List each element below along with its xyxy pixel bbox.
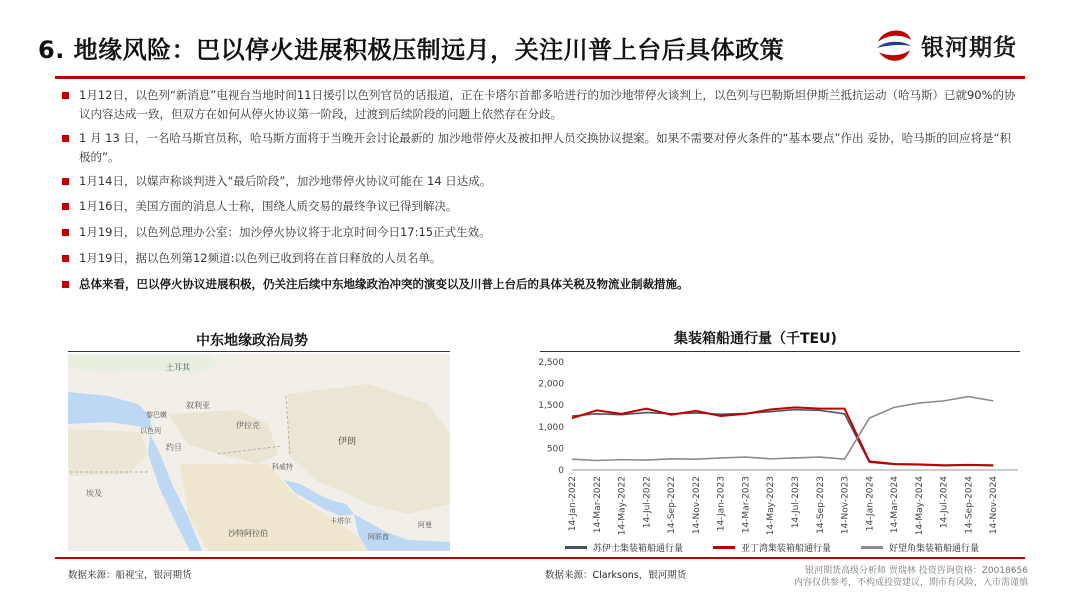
map-label-qatar: 卡塔尔 bbox=[330, 517, 351, 525]
bullet-text: 1月14日，以媒声称谈判进入“最后阶段”，加沙地带停火协议可能在 14 日达成。 bbox=[79, 174, 492, 188]
bullet-marker-icon bbox=[62, 281, 69, 288]
bullet-list bbox=[62, 86, 1022, 294]
chart-legend bbox=[565, 541, 1009, 554]
map-label-uae: 阿联酋 bbox=[368, 533, 389, 541]
bullet-text: 1月19日，据以色列第12频道:以色列已收到将在首日释放的人员名单。 bbox=[79, 251, 442, 265]
container-traffic-chart bbox=[520, 350, 1025, 540]
map-label-kuwait: 科威特 bbox=[272, 463, 293, 471]
legend-label: 好望角集装箱船通行量 bbox=[889, 544, 980, 554]
x-tick-label: 14-May-2022 bbox=[617, 476, 628, 536]
legend-swatch-suez bbox=[565, 546, 587, 549]
bullet-marker-icon bbox=[62, 255, 69, 262]
galaxy-logo-icon bbox=[873, 24, 915, 66]
x-tick-label: 14-Sep-2023 bbox=[815, 476, 826, 534]
bullet-item bbox=[62, 86, 1022, 124]
map-label-jordan: 约旦 bbox=[166, 443, 182, 452]
bullet-marker-icon bbox=[62, 203, 69, 210]
map-label-iraq: 伊拉克 bbox=[236, 421, 260, 430]
x-tick-label: 14-Mar-2024 bbox=[890, 476, 901, 534]
map-label-egypt: 埃及 bbox=[86, 489, 102, 498]
footer-divider bbox=[55, 557, 1025, 559]
bullet-text: 1月16日，美国方面的消息人士称，围绕人质交易的最终争议已得到解决。 bbox=[79, 199, 458, 213]
x-tick-label: 14-Mar-2023 bbox=[741, 476, 752, 534]
x-tick-label: 14-Jan-2022 bbox=[568, 476, 578, 532]
map-title: 中东地缘政治局势 bbox=[196, 333, 308, 349]
disclaimer bbox=[794, 565, 1028, 589]
map-label-oman: 阿曼 bbox=[418, 521, 432, 529]
disclaimer-line: 银河期货高级分析师 贾瑞林 投资咨询资格：Z0018656 bbox=[805, 566, 1028, 576]
map-title-rule bbox=[68, 351, 450, 352]
map-label-iran: 伊朗 bbox=[338, 437, 357, 447]
series-line-1 bbox=[572, 410, 993, 466]
title-divider bbox=[55, 76, 1025, 79]
y-tick-label: 2,000 bbox=[538, 379, 564, 390]
disclaimer-line: 内容仅供参考，不构成投资建议，期市有风险，入市需谨慎 bbox=[793, 578, 1028, 588]
x-tick-label: 14-Mar-2022 bbox=[592, 476, 603, 534]
x-tick-label: 14-May-2024 bbox=[914, 476, 925, 536]
y-tick-label: 500 bbox=[546, 444, 564, 455]
series-line-3 bbox=[572, 397, 993, 461]
brand-logo bbox=[873, 24, 1017, 66]
x-tick-label: 14-Nov-2024 bbox=[989, 476, 1000, 535]
legend-swatch-cape bbox=[861, 546, 883, 549]
map-label-israel: 以色列 bbox=[140, 427, 161, 435]
x-tick-label: 14-Sep-2022 bbox=[667, 476, 678, 534]
x-tick-label: 14-Nov-2023 bbox=[840, 476, 851, 535]
x-tick-label: 14-Nov-2022 bbox=[691, 476, 702, 535]
bullet-item bbox=[62, 172, 1022, 191]
x-tick-label: 14-Jul-2024 bbox=[939, 476, 950, 529]
brand-name: 银河期货 bbox=[921, 34, 1017, 61]
bullet-text: 1月12日，以色列“新消息”电视台当地时间11日援引以色列官员的话报道，正在卡塔尔首都多哈进行的加沙地带停火谈判上，以色列与巴勒斯坦伊斯兰抵抗运动（哈马斯）已就90%的协议内容达成一致，但双方在如何从停火协议第一阶段，过渡到后续阶段的问题上依然存在分歧。 bbox=[79, 88, 1016, 121]
x-tick-label: 14-Jul-2023 bbox=[791, 476, 801, 529]
bullet-item-summary bbox=[62, 275, 1022, 294]
bullet-text: 1月19日，以色列总理办公室：加沙停火协议将于北京时间今日17:15正式生效。 bbox=[79, 225, 491, 239]
middle-east-map bbox=[68, 354, 450, 551]
y-tick-label: 2,500 bbox=[538, 358, 564, 368]
map-label-saudi: 沙特阿拉伯 bbox=[228, 529, 268, 538]
bullet-marker-icon bbox=[62, 229, 69, 236]
bullet-item bbox=[62, 223, 1022, 242]
page-title: 6. 地缘风险：巴以停火进展积极压制远月，关注川普上台后具体政策 bbox=[38, 36, 785, 64]
bullet-item bbox=[62, 249, 1022, 268]
y-tick-label: 0 bbox=[558, 466, 564, 476]
x-tick-label: 14-Sep-2024 bbox=[964, 476, 975, 534]
y-tick-label: 1,000 bbox=[538, 422, 564, 433]
legend-item bbox=[565, 541, 683, 554]
legend-item bbox=[713, 541, 831, 554]
bullet-item bbox=[62, 197, 1022, 216]
bullet-marker-icon bbox=[62, 135, 69, 142]
bullet-marker-icon bbox=[62, 178, 69, 185]
bullet-text: 总体来看，巴以停火协议进展积极，仍关注后续中东地缘政治冲突的演变以及川普上台后的具体关税及物流业制裁措施。 bbox=[79, 277, 689, 291]
chart-source: 数据来源：Clarksons，银河期货 bbox=[545, 570, 687, 581]
y-tick-label: 1,500 bbox=[538, 401, 564, 412]
bullet-text: 1 月 13 日，一名哈马斯官员称，哈马斯方面将于当晚开会讨论最新的 加沙地带停火及被扣押人员交换协议提案。如果不需要对停火条件的“基本要点”作出 妥协，哈马斯的回应将是“积极的”。 bbox=[79, 131, 1012, 164]
legend-label: 亚丁湾集装箱船通行量 bbox=[741, 544, 832, 554]
series-line-2 bbox=[572, 407, 993, 465]
map-label-syria: 叙利亚 bbox=[186, 401, 210, 410]
legend-item bbox=[861, 541, 979, 554]
chart-title: 集装箱船通行量（千TEU) bbox=[674, 331, 837, 347]
map-label-turkey: 土耳其 bbox=[166, 363, 190, 372]
legend-swatch-aden bbox=[713, 546, 735, 549]
legend-label: 苏伊士集装箱船通行量 bbox=[593, 544, 684, 554]
x-tick-label: 14-Jan-2023 bbox=[716, 476, 727, 532]
x-tick-label: 14-Jul-2022 bbox=[642, 476, 653, 529]
map-source: 数据来源：船视宝，银河期货 bbox=[68, 570, 192, 581]
map-label-lebanon: 黎巴嫩 bbox=[146, 411, 167, 419]
x-tick-label: 14-Jan-2024 bbox=[865, 476, 876, 532]
x-tick-label: 14-May-2023 bbox=[766, 476, 777, 536]
bullet-item bbox=[62, 129, 1022, 167]
bullet-marker-icon bbox=[62, 92, 69, 99]
